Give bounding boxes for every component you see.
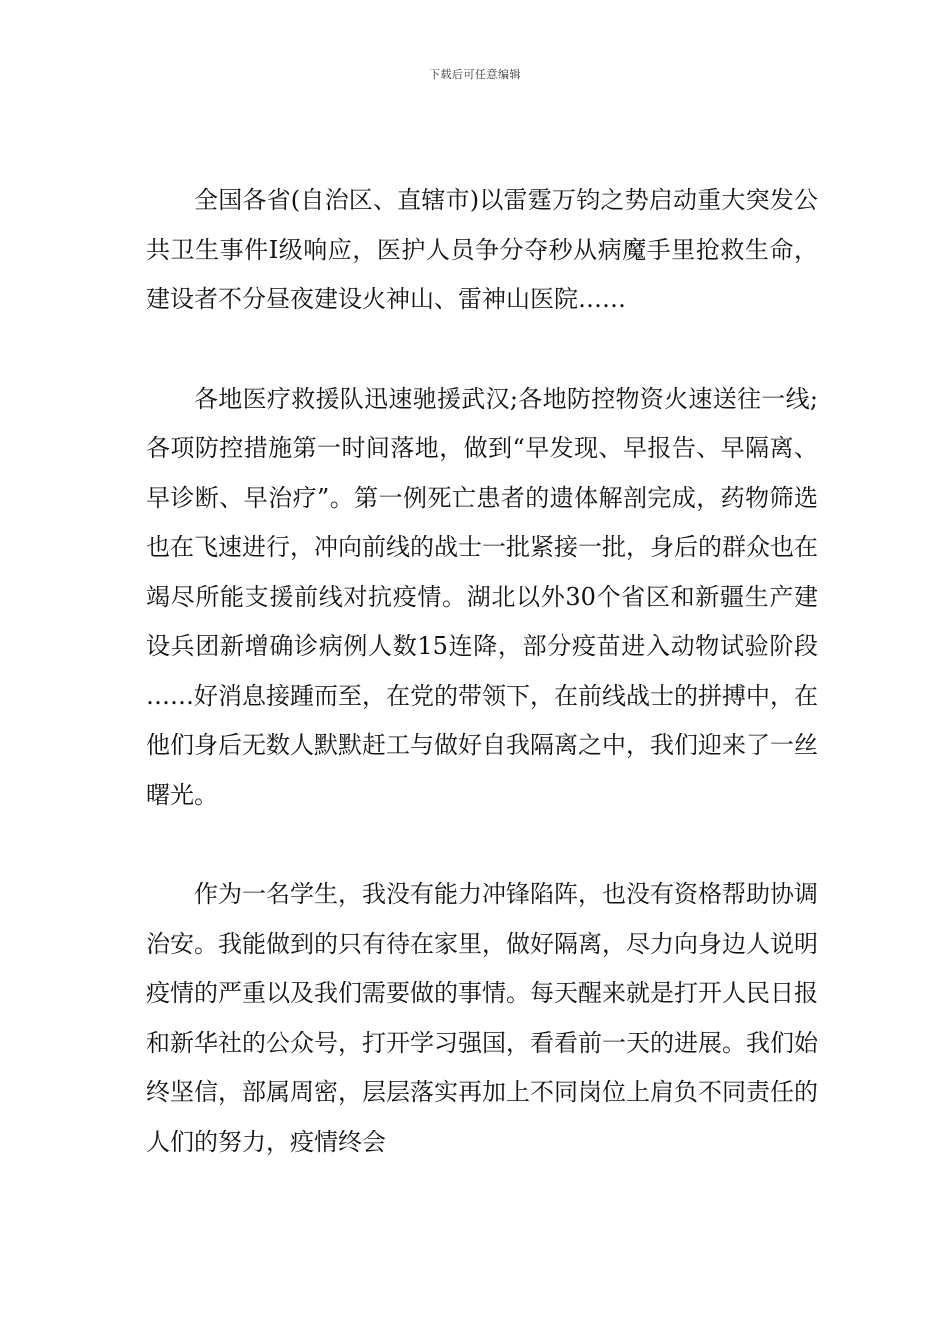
paragraph-spacer [146,325,818,375]
header-note: 下载后可任意编辑 [429,68,521,81]
paragraph-2: 各地医疗救援队迅速驰援武汉;各地防控物资火速送往一线;各项防控措施第一时间落地，做到“早发现、早报告、早隔离、早诊断、早治疗”。第一例死亡患者的遗体解剖完成，药物筛选也在飞速进行，冲向前线的战士一批紧接一批，身后的群众也在竭尽所能支援前线对抗疫情。湖北以外30个省区和新疆生产建设兵团新增确诊病例人数15连降，部分疫苗进入动物试验阶段……好消息接踵而至，在党的带领下，在前线战士的拼搏中，在他们身后无数人默默赶工与做好自我隔离之中，我们迎来了一丝曙光。 [146,384,818,809]
paragraph-1: 全国各省(自治区、直辖市)以雷霆万钧之势启动重大突发公共卫生事件Ⅰ级响应，医护人员争分夺秒从病魔手里抢救生命，建设者不分昼夜建设火神山、雷神山医院…… [146,186,818,313]
paragraph-spacer [146,820,818,870]
document-body [146,176,818,1167]
paragraph-3: 作为一名学生，我没有能力冲锋陷阵，也没有资格帮助协调治安。我能做到的只有待在家里，做好隔离，尽力向身边人说明疫情的严重以及我们需要做的事情。每天醒来就是打开人民日报和新华社的公众号，打开学习强国，看看前一天的进展。我们始终坚信，部属周密，层层落实再加上不同岗位上肩负不同责任的人们的努力，疫情终会 [146,880,818,1156]
